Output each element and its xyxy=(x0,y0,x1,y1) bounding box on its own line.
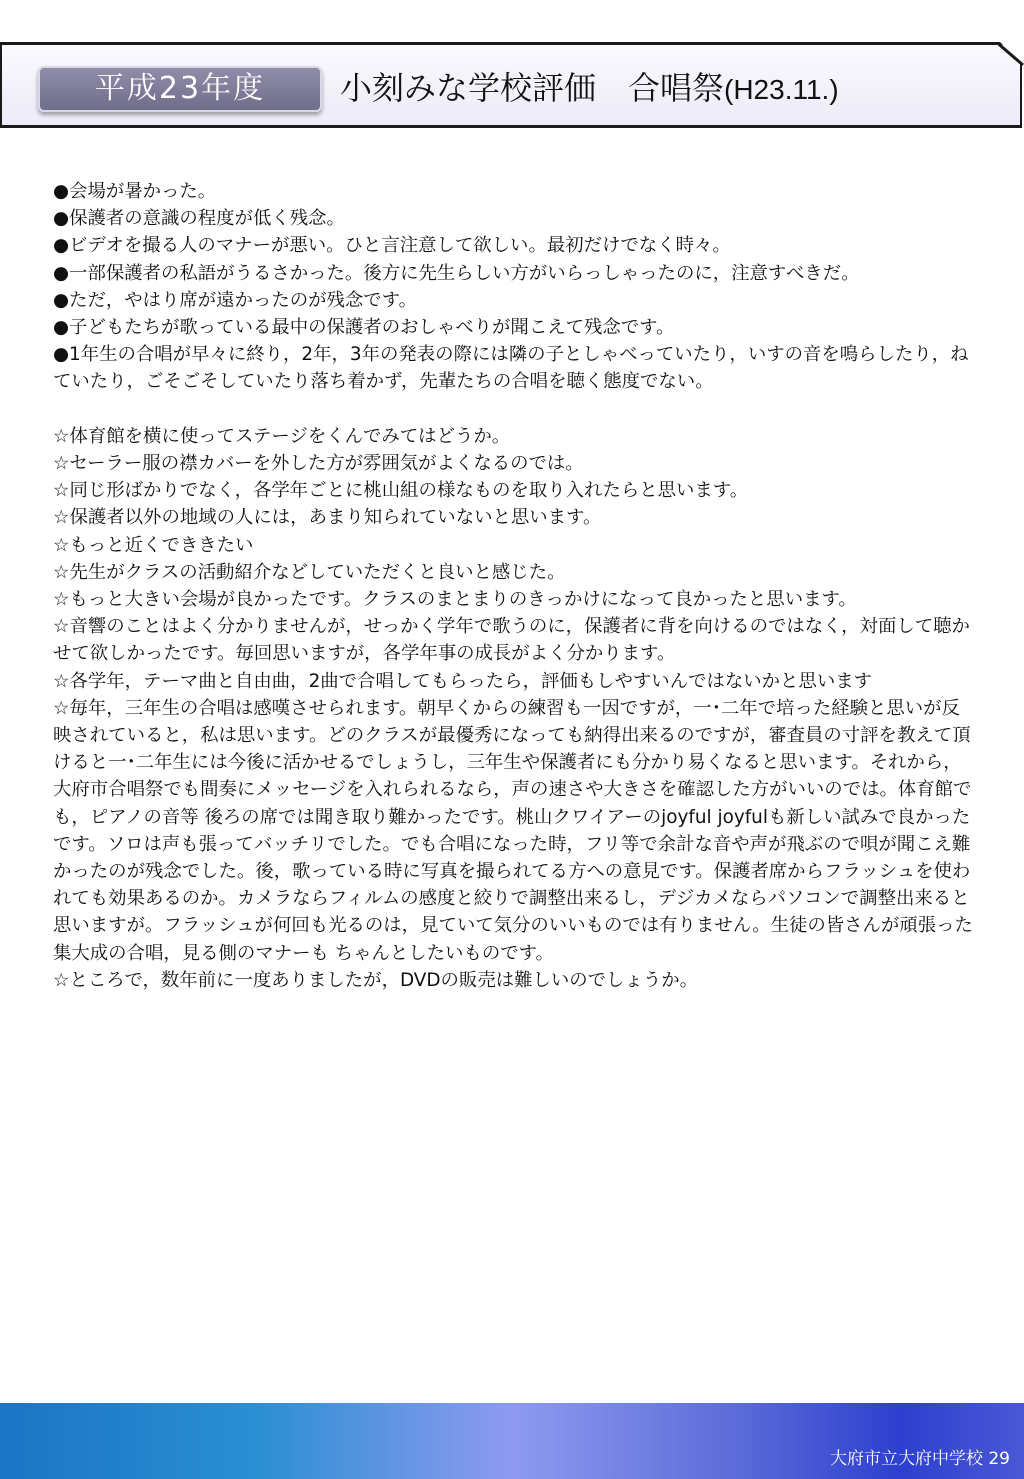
section-gap xyxy=(53,396,978,423)
page-number: 29 xyxy=(988,1449,1010,1469)
comment-item: ●ビデオを撮る人のマナーが悪い。ひと言注意して欲しい。最初だけでなく時々。 xyxy=(53,235,731,257)
comment-item: ●保護者の意識の程度が低く残念。 xyxy=(53,208,345,230)
suggestion-item: ☆体育館を横に使ってステージをくんでみてはどうか。 xyxy=(53,425,511,447)
footer-school-name: 大府市立大府中学校 xyxy=(829,1449,983,1469)
suggestion-item: ☆先生がクラスの活動紹介などしていただくと良いと感じた。 xyxy=(53,561,566,583)
page-title-main: 小刻みな学校評価 合唱祭 xyxy=(340,69,725,107)
comment-item: ●子どもたちが歌っている最中の保護者のおしゃべりが聞こえて残念です。 xyxy=(53,317,675,339)
suggestion-item: ☆もっと近くでききたい xyxy=(53,534,254,556)
page-title-date: (H23.11.) xyxy=(724,74,839,105)
comment-item: ●1年生の合唱が早々に終り，2年，3年の発表の際には隣の子としゃべっていたり，いすの音を鳴らしたり，ねていたり，ごそごそしていたり落ち着かず，先輩たちの合唱を聴く態度でない。 xyxy=(53,344,969,393)
comment-item: ●ただ，やはり席が遠かったのが残念です。 xyxy=(53,289,417,311)
suggestion-item: ☆毎年，三年生の合唱は感嘆させられます。朝早くからの練習も一因ですが，一･二年で培った経験と思いが反映されていると，私は思います。どのクラスが最優秀になっても納得出来るのですが，審査員の寸評を教えて頂けると一･二年生には今後に活かせるでしょうし，三年生や保護者にも分かり易くなると思います。それから，大府市合唱祭でも間奏にメッセージを入れられるなら，声の速さや大きさを確認した方がいいのでは。体育館でも，ピアノの音等 後ろの席では聞き取り難かったです。桃山クワイアーのjoyful joyfulも新しい試みで良かったです。ソロは声も張ってバッチリでした。でも合唱になった時，フリ等で余計な音や声が飛ぶので唄が聞こえ難かったのが残念でした。後，歌っている時に写真を撮られてる方への意見です。保護者席からフラッシュを使われても効果あるのか。カメラならフィルムの感度と絞りで調整出来るし，デジカメならパソコンで調整出来ると思いますが。フラッシュが何回も光るのは，見ていて気分のいいものでは有りません。生徒の皆さんが頑張った集大成の合唱，見る側のマナーも ちゃんとしたいものです。 xyxy=(53,697,973,964)
suggestion-item: ☆ところで，数年前に一度ありましたが，DVDの販売は難しいのでしょうか。 xyxy=(53,969,699,991)
suggestion-item: ☆各学年，テーマ曲と自由曲，2曲で合唱してもらったら，評価もしやすいんではないかと思います xyxy=(53,670,872,692)
suggestion-item: ☆もっと大きい会場が良かったです。クラスのまとまりのきっかけになって良かったと思います。 xyxy=(53,589,857,611)
suggestion-item: ☆同じ形ばかりでなく，各学年ごとに桃山組の様なものを取り入れたらと思います。 xyxy=(53,480,749,502)
year-badge: 平成23年度 xyxy=(38,66,322,112)
suggestion-item: ☆保護者以外の地域の人には，あまり知られていないと思います。 xyxy=(53,507,602,529)
comment-item: ●会場が暑かった。 xyxy=(53,181,217,202)
suggestion-item: ☆セーラー服の襟カバーを外した方が雰囲気がよくなるのでは。 xyxy=(53,453,584,475)
comment-item: ●一部保護者の私語がうるさかった。後方に先生らしい方がいらっしゃったのに，注意すべきだ。 xyxy=(53,262,860,284)
page-title xyxy=(340,64,839,112)
suggestion-item: ☆音響のことはよく分かりませんが，せっかく学年で歌うのに，保護者に背を向けるのではなく，対面して聴かせて欲しかったです。毎回思いますが，各学年事の成長がよく分かります。 xyxy=(53,616,970,665)
header-corner-line xyxy=(998,42,1024,72)
comment-list xyxy=(53,178,978,994)
footer-label xyxy=(830,1447,1010,1471)
